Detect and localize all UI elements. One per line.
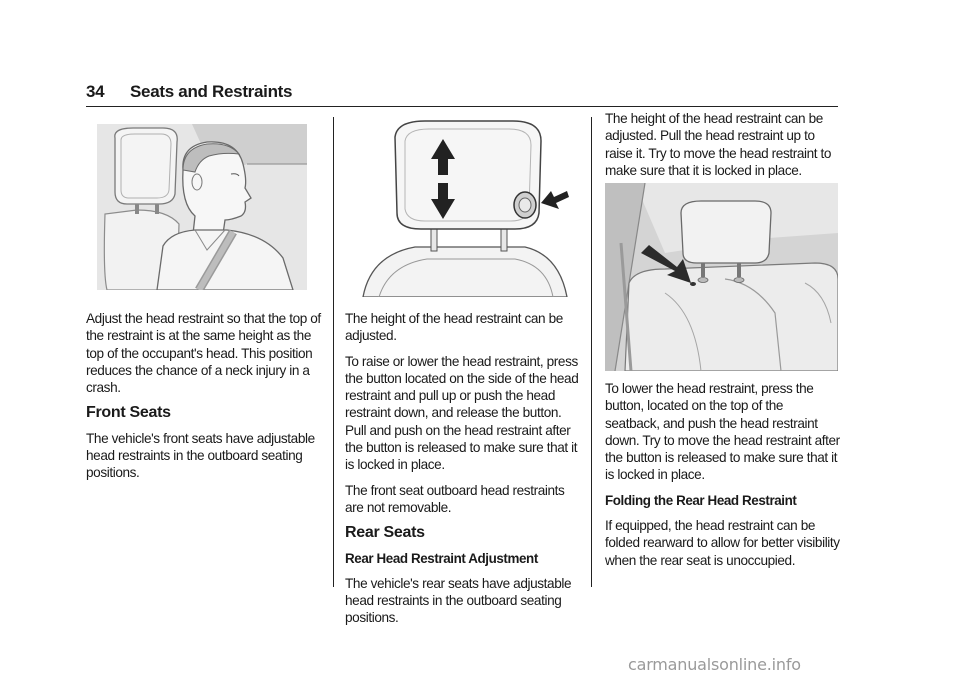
page-number: 34: [86, 82, 105, 101]
column-2: [345, 310, 585, 635]
watermark: carmanualsonline.info: [628, 655, 801, 674]
col2-paragraph-2: To raise or lower the head restraint, press the button located on the side of the head restraint and pull up or push the head restraint down, and release the button. Pull and push on the head restraint after the button is released to make sure that it is locked in place.: [345, 353, 579, 473]
subheading-rear-head-restraint-adjustment: Rear Head Restraint Adjustment: [345, 550, 538, 566]
rear-head-restraint-svg: [605, 183, 838, 371]
occupant-illustration-svg: [97, 124, 307, 290]
page-header: [86, 82, 838, 107]
heading-rear-seats: Rear Seats: [345, 524, 425, 542]
col2-paragraph-1: The height of the head restraint can be adjusted.: [345, 311, 563, 344]
rear-head-restraint-illustration: [605, 183, 838, 371]
col2-paragraph-4: The vehicle's rear seats have adjustable head restraints in the outboard seating positions.: [345, 575, 572, 626]
column-divider-1: [333, 117, 334, 587]
col1-paragraph-1: Adjust the head restraint so that the top of the restraint is at the same height as the top of the occupant's head. This position reduces the chance of a neck injury in a crash.: [86, 311, 321, 396]
column-3-bottom: [605, 380, 840, 577]
head-restraint-occupant-illustration: [97, 124, 307, 290]
col1-paragraph-2: The vehicle's front seats have adjustable head restraints in the outboard seating positions.: [86, 430, 315, 481]
heading-front-seats: Front Seats: [86, 404, 171, 422]
column-divider-2: [591, 117, 592, 587]
head-restraint-button-illustration: [355, 117, 573, 297]
col2-paragraph-3: The front seat outboard head restraints are not removable.: [345, 482, 565, 515]
col3-paragraph-2: To lower the head restraint, press the button, located on the top of the seatback, and push the head restraint down. Try to move the head restraint after the button is released to make sure that it is locked in place.: [605, 381, 840, 483]
subheading-folding-rear-head-restraint: Folding the Rear Head Restraint: [605, 492, 797, 508]
column-1: [86, 310, 326, 490]
column-3-top: [605, 110, 840, 187]
section-title: Seats and Restraints: [130, 82, 293, 101]
col3-paragraph-3: If equipped, the head restraint can be folded rearward to allow for better visibility when the rear seat is unoccupied.: [605, 518, 840, 568]
col3-paragraph-1: The height of the head restraint can be adjusted. Pull the head restraint up to raise it. Try to move the head restraint to make sure that it is locked in place.: [605, 111, 832, 178]
head-restraint-button-svg: [355, 117, 573, 297]
